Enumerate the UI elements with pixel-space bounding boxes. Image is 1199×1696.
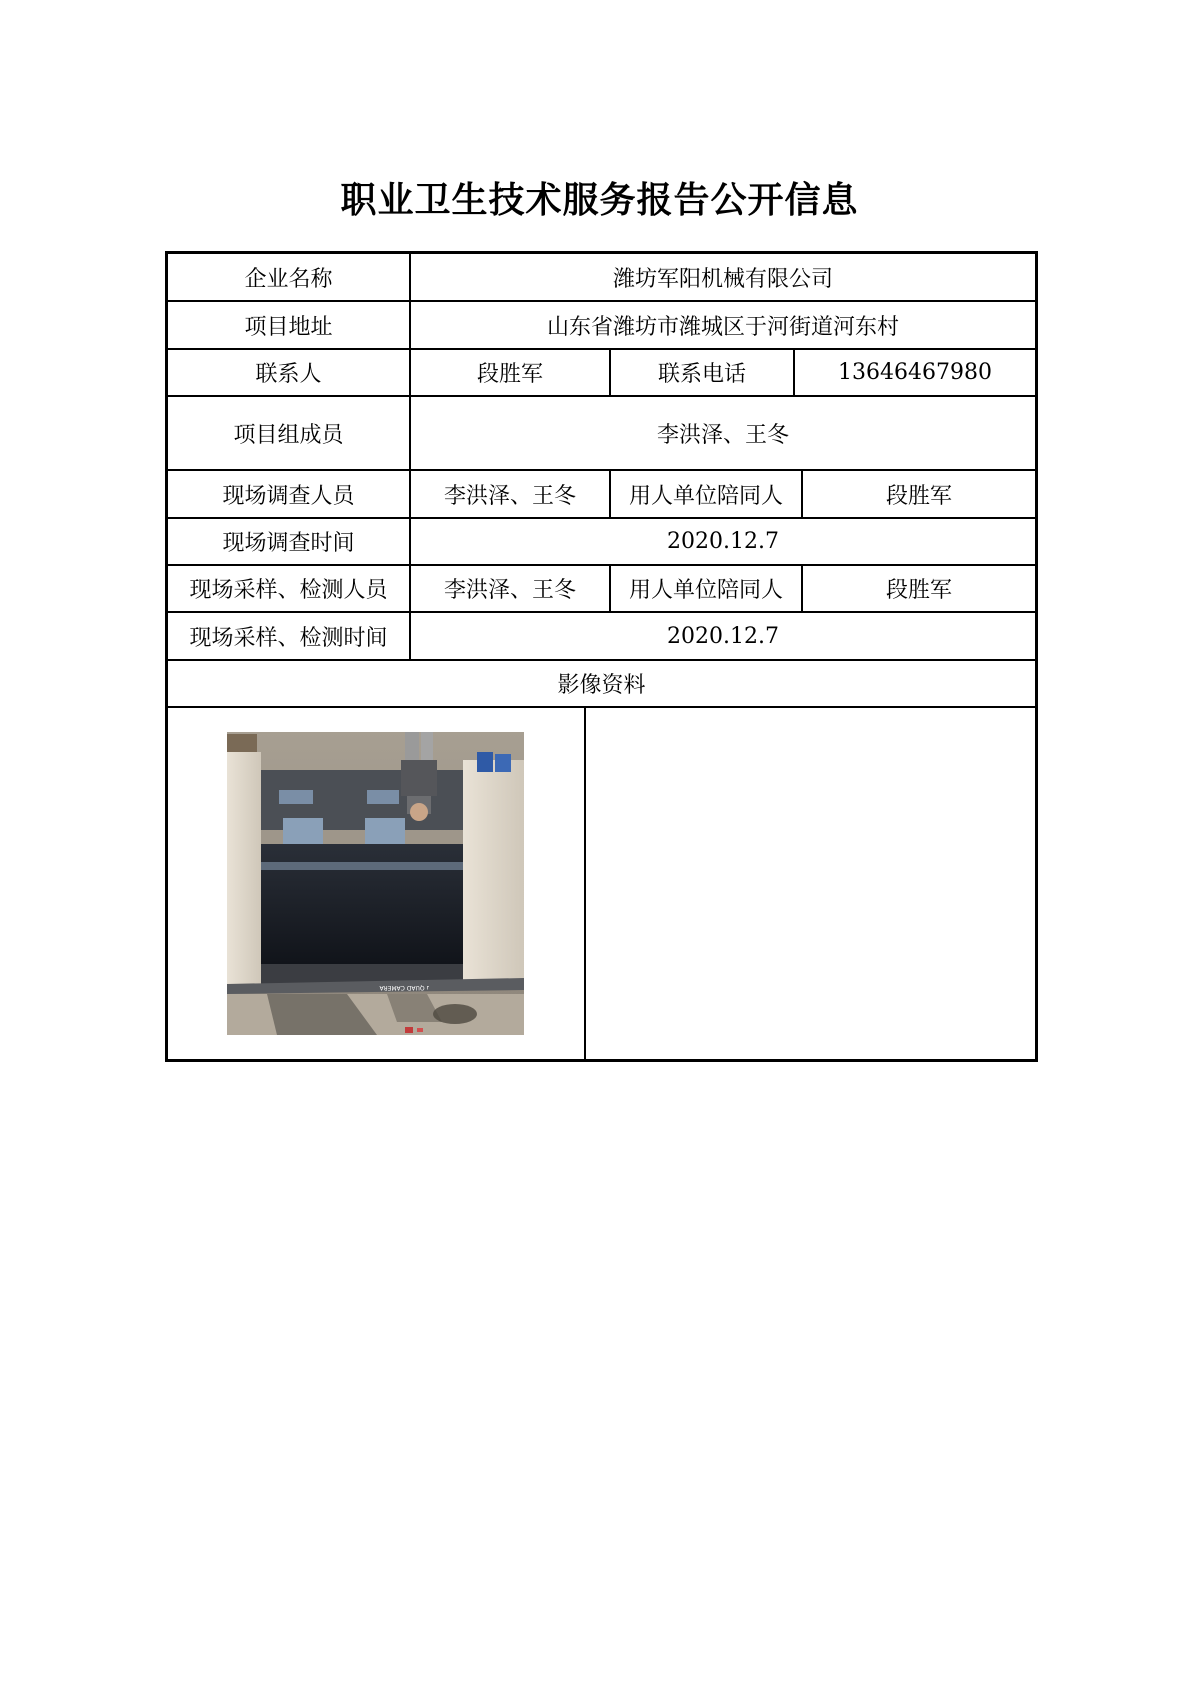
sampling-time-value: 2020.12.7 — [667, 623, 779, 649]
survey-time-label: 现场调查时间 — [222, 531, 355, 556]
sampling-escort-label: 用人单位陪同人 — [628, 578, 783, 603]
contact-value: 段胜军 — [476, 362, 543, 387]
sampling-staff-label: 现场采样、检测人员 — [189, 578, 388, 603]
contact-label: 联系人 — [255, 362, 322, 387]
info-table — [165, 251, 1038, 1062]
survey-escort-label: 用人单位陪同人 — [628, 483, 783, 509]
sampling-staff-value: 李洪泽、王冬 — [443, 578, 576, 603]
address-value: 山东省潍坊市潍城区于河街道河东村 — [546, 314, 899, 340]
survey-staff-label: 现场调查人员 — [222, 483, 355, 509]
company-name-label: 企业名称 — [244, 266, 333, 292]
survey-staff-value: 李洪泽、王冬 — [443, 483, 576, 509]
survey-time-value: 2020.12.7 — [667, 529, 779, 554]
members-value: 李洪泽、王冬 — [656, 422, 789, 448]
page-title: 职业卫生技术服务报告公开信息 — [340, 180, 859, 221]
members-label: 项目组成员 — [233, 422, 344, 448]
phone-value: 13646467980 — [838, 360, 992, 385]
address-label: 项目地址 — [244, 314, 333, 340]
company-name-value: 潍坊军阳机械有限公司 — [612, 266, 833, 292]
phone-label: 联系电话 — [657, 362, 746, 387]
sampling-escort-value: 段胜军 — [885, 578, 952, 603]
images-header: 影像资料 — [557, 673, 646, 698]
survey-escort-value: 段胜军 — [885, 483, 952, 509]
camera-watermark: ɹ QUAD CAMERA — [379, 984, 429, 991]
site-photo — [227, 732, 524, 1035]
sampling-time-label: 现场采样、检测时间 — [189, 625, 388, 651]
